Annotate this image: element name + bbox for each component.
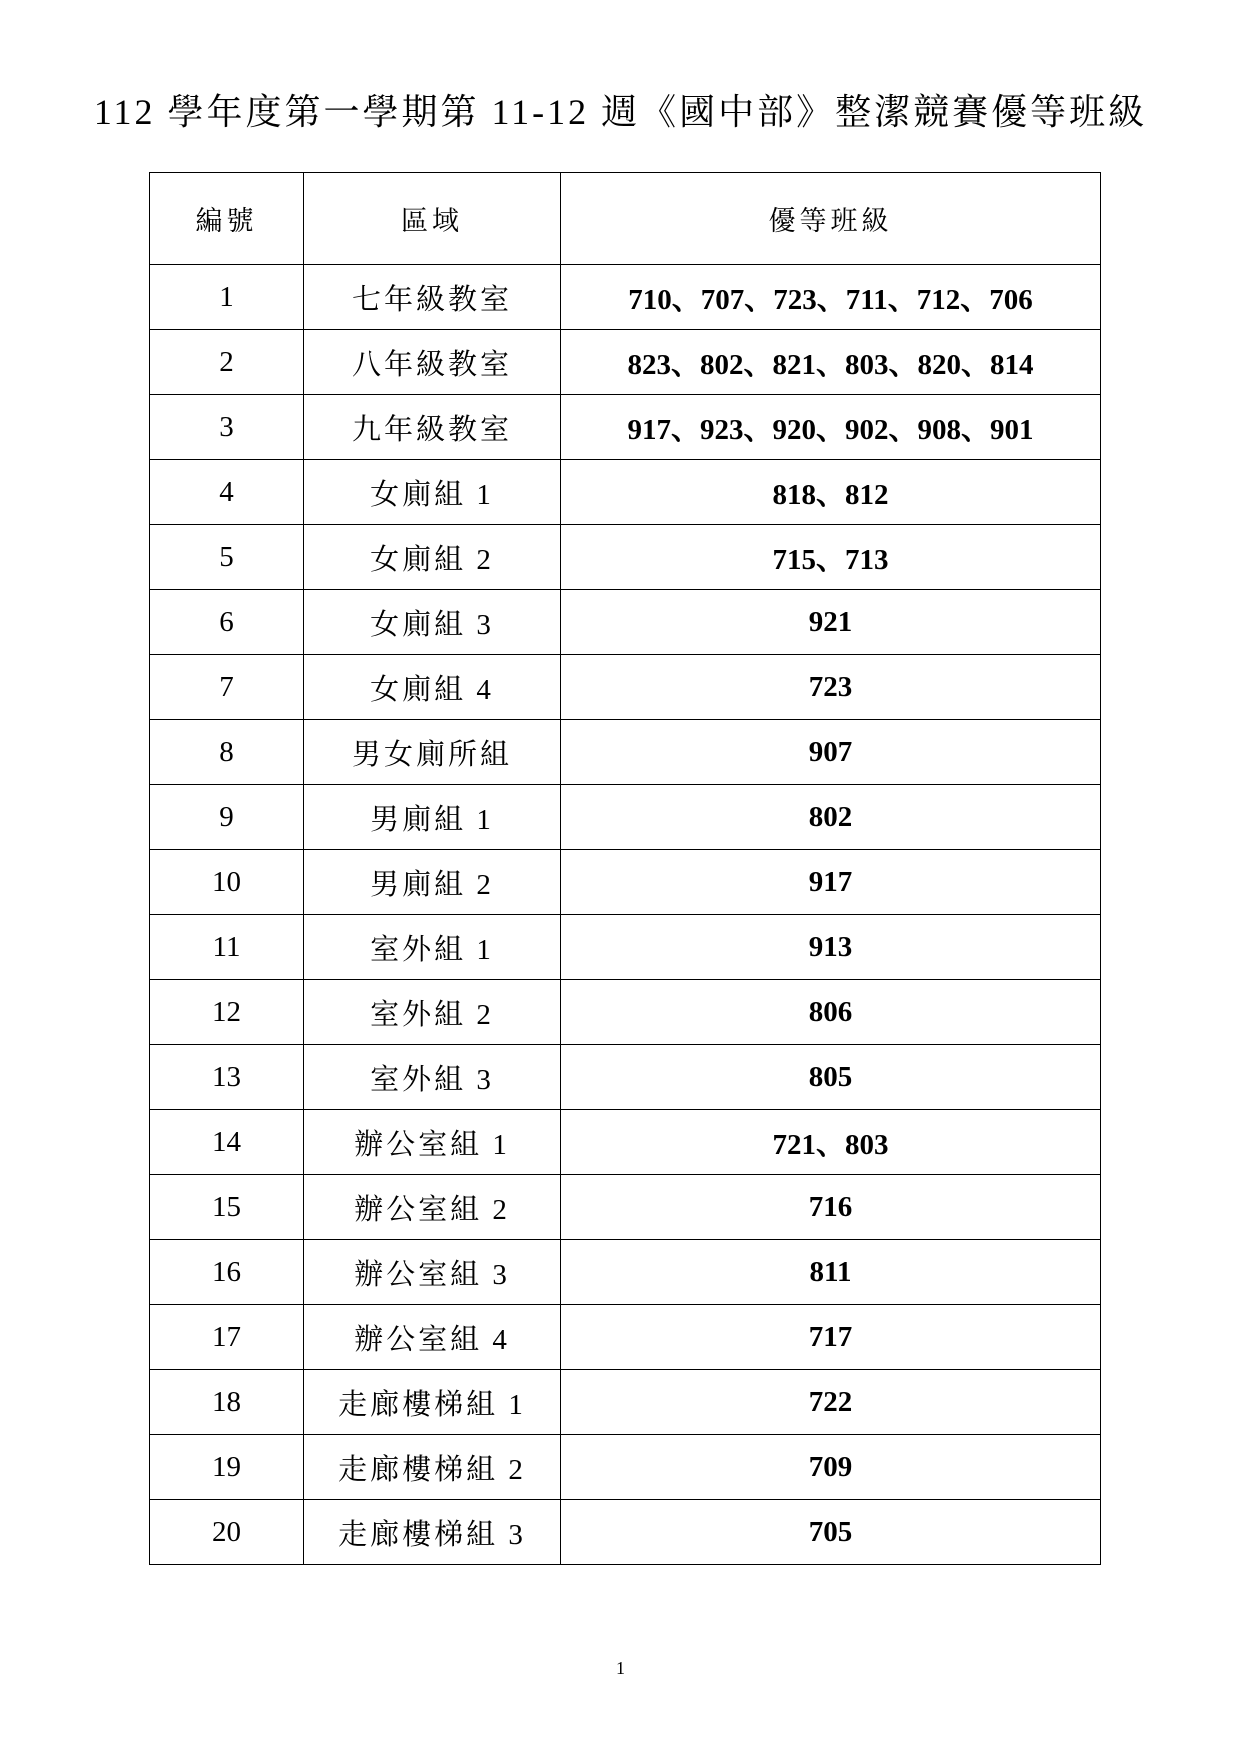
row-classes: 716 — [561, 1175, 1101, 1240]
table-row — [150, 1435, 1101, 1500]
row-area: 走廊樓梯組 1 — [304, 1370, 561, 1435]
row-classes: 802 — [561, 785, 1101, 850]
row-number: 18 — [150, 1370, 304, 1435]
table-row — [150, 1500, 1101, 1565]
row-area: 男女廁所組 — [304, 720, 561, 785]
table-row — [150, 330, 1101, 395]
row-number: 5 — [150, 525, 304, 590]
row-area: 走廊樓梯組 3 — [304, 1500, 561, 1565]
page-title: 112 學年度第一學期第 11-12 週《國中部》整潔競賽優等班級 — [93, 92, 1148, 132]
row-area: 男廁組 1 — [304, 785, 561, 850]
header-area: 區域 — [304, 173, 561, 265]
row-area: 女廁組 3 — [304, 590, 561, 655]
row-classes: 907 — [561, 720, 1101, 785]
row-number: 17 — [150, 1305, 304, 1370]
row-classes: 913 — [561, 915, 1101, 980]
row-number: 15 — [150, 1175, 304, 1240]
row-classes: 805 — [561, 1045, 1101, 1110]
row-area: 走廊樓梯組 2 — [304, 1435, 561, 1500]
row-classes: 709 — [561, 1435, 1101, 1500]
row-area: 女廁組 1 — [304, 460, 561, 525]
row-number: 12 — [150, 980, 304, 1045]
row-number: 9 — [150, 785, 304, 850]
row-area: 辦公室組 3 — [304, 1240, 561, 1305]
row-area: 辦公室組 4 — [304, 1305, 561, 1370]
row-classes: 705 — [561, 1500, 1101, 1565]
row-area: 室外組 1 — [304, 915, 561, 980]
row-number: 14 — [150, 1110, 304, 1175]
table-row — [150, 1370, 1101, 1435]
table-row — [150, 980, 1101, 1045]
row-classes: 806 — [561, 980, 1101, 1045]
table-header-row — [150, 173, 1101, 265]
table-row — [150, 850, 1101, 915]
table-row — [150, 1110, 1101, 1175]
row-classes: 917、923、920、902、908、901 — [561, 395, 1101, 460]
table-row — [150, 1305, 1101, 1370]
row-number: 19 — [150, 1435, 304, 1500]
page-number: 1 — [616, 1658, 625, 1678]
row-classes: 721、803 — [561, 1110, 1101, 1175]
row-area: 男廁組 2 — [304, 850, 561, 915]
row-number: 1 — [150, 265, 304, 330]
row-classes: 723 — [561, 655, 1101, 720]
row-classes: 921 — [561, 590, 1101, 655]
row-number: 3 — [150, 395, 304, 460]
table-row — [150, 1045, 1101, 1110]
row-area: 室外組 3 — [304, 1045, 561, 1110]
results-table — [149, 172, 1101, 1565]
table-row — [150, 720, 1101, 785]
row-number: 2 — [150, 330, 304, 395]
row-classes: 710、707、723、711、712、706 — [561, 265, 1101, 330]
row-area: 九年級教室 — [304, 395, 561, 460]
table-row — [150, 525, 1101, 590]
table-row — [150, 395, 1101, 460]
table-row — [150, 590, 1101, 655]
table-row — [150, 460, 1101, 525]
row-classes: 818、812 — [561, 460, 1101, 525]
row-number: 13 — [150, 1045, 304, 1110]
table-row — [150, 1175, 1101, 1240]
row-area: 辦公室組 2 — [304, 1175, 561, 1240]
row-area: 辦公室組 1 — [304, 1110, 561, 1175]
row-number: 6 — [150, 590, 304, 655]
row-area: 室外組 2 — [304, 980, 561, 1045]
row-number: 16 — [150, 1240, 304, 1305]
row-area: 女廁組 2 — [304, 525, 561, 590]
row-classes: 715、713 — [561, 525, 1101, 590]
row-area: 八年級教室 — [304, 330, 561, 395]
table-row — [150, 785, 1101, 850]
header-classes: 優等班級 — [561, 173, 1101, 265]
row-number: 4 — [150, 460, 304, 525]
header-number: 編號 — [150, 173, 304, 265]
row-number: 10 — [150, 850, 304, 915]
row-number: 7 — [150, 655, 304, 720]
table-row — [150, 265, 1101, 330]
row-classes: 823、802、821、803、820、814 — [561, 330, 1101, 395]
row-number: 11 — [150, 915, 304, 980]
row-classes: 917 — [561, 850, 1101, 915]
table-row — [150, 915, 1101, 980]
row-classes: 722 — [561, 1370, 1101, 1435]
table-row — [150, 1240, 1101, 1305]
row-classes: 717 — [561, 1305, 1101, 1370]
row-area: 女廁組 4 — [304, 655, 561, 720]
table-row — [150, 655, 1101, 720]
row-number: 20 — [150, 1500, 304, 1565]
row-classes: 811 — [561, 1240, 1101, 1305]
row-number: 8 — [150, 720, 304, 785]
row-area: 七年級教室 — [304, 265, 561, 330]
